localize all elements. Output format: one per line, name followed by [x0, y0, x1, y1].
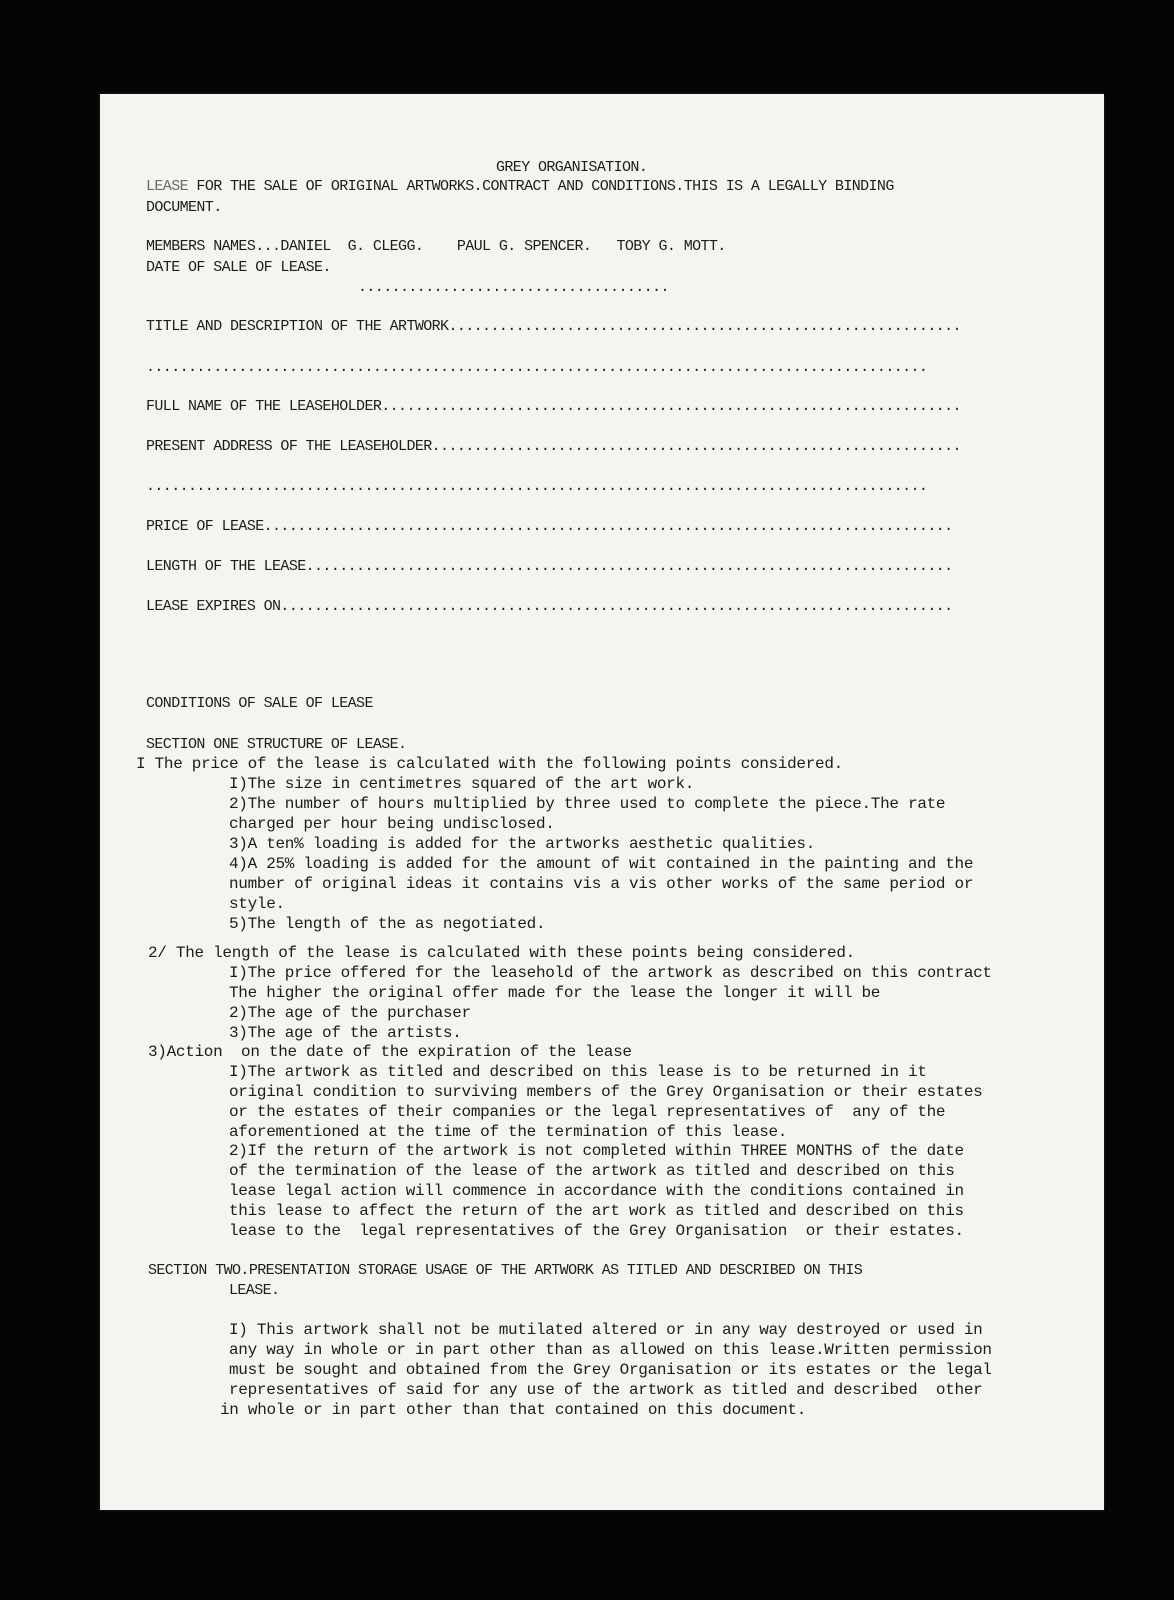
field-title-description[interactable]: TITLE AND DESCRIPTION OF THE ARTWORK.............................................................	[146, 318, 961, 335]
clause-1: I The price of the lease is calculated with the following points considered.	[136, 755, 843, 773]
field-leaseholder-name[interactable]: FULL NAME OF THE LEASEHOLDER.....................................................................	[146, 398, 961, 415]
field-price-of-lease[interactable]: PRICE OF LEASE..................................................................................	[146, 518, 953, 535]
section-two-clause-1a: I) This artwork shall not be mutilated altered or in any way destroyed or used in	[229, 1321, 983, 1339]
clause-3-2b: of the termination of the lease of the artwork as titled and described on this	[229, 1162, 955, 1180]
field-title-description-cont[interactable]: .............................................................................................	[146, 359, 928, 376]
field-length-of-lease[interactable]: LENGTH OF THE LEASE.............................................................................	[146, 558, 953, 575]
clause-2-1b: The higher the original offer made for the lease the longer it will be	[229, 984, 881, 1002]
clause-2-2: 2)The age of the purchaser	[229, 1004, 471, 1022]
section-two-clause-1c: must be sought and obtained from the Grey Organisation or its estates or the legal	[229, 1361, 992, 1379]
clause-2-3: 3)The age of the artists.	[229, 1024, 462, 1042]
section-one-heading: SECTION ONE STRUCTURE OF LEASE.	[146, 736, 407, 753]
section-two-heading-b: LEASE.	[229, 1282, 280, 1299]
members-names: MEMBERS NAMES...DANIEL G. CLEGG. PAUL G. SPENCER. TOBY G. MOTT.	[146, 238, 726, 255]
clause-3-2d: this lease to affect the return of the art work as titled and described on this	[229, 1202, 964, 1220]
clause-3-2c: lease legal action will commence in accordance with the conditions contained in	[229, 1182, 964, 1200]
clause-1-5: 5)The length of the as negotiated.	[229, 915, 546, 933]
intro-lease-word: LEASE	[146, 178, 189, 195]
clause-1-2b: charged per hour being undisclosed.	[229, 815, 555, 833]
clause-3-2e: lease to the legal representatives of the Grey Organisation or their estates.	[229, 1222, 964, 1240]
field-leaseholder-address[interactable]: PRESENT ADDRESS OF THE LEASEHOLDER...............................................................	[146, 438, 961, 455]
conditions-heading: CONDITIONS OF SALE OF LEASE	[146, 695, 373, 712]
document-title: GREY ORGANISATION.	[496, 159, 648, 176]
section-two-heading-a: SECTION TWO.PRESENTATION STORAGE USAGE OF THE ARTWORK AS TITLED AND DESCRIBED ON THIS	[148, 1262, 863, 1279]
date-of-sale-dots[interactable]: .....................................	[358, 279, 669, 296]
section-two-clause-1e: in whole or in part other than that contained on this document.	[220, 1401, 806, 1419]
clause-1-2a: 2)The number of hours multiplied by three used to complete the piece.The rate	[229, 795, 946, 813]
section-two-clause-1b: any way in whole or in part other than as allowed on this lease.Written permission	[229, 1341, 992, 1359]
clause-1-1: I)The size in centimetres squared of the art work.	[229, 775, 695, 793]
field-leaseholder-address-cont[interactable]: .............................................................................................	[146, 478, 928, 495]
intro-line-1-rest: FOR THE SALE OF ORIGINAL ARTWORKS.CONTRACT AND CONDITIONS.THIS IS A LEGALLY BINDING	[188, 178, 894, 195]
date-of-sale-label: DATE OF SALE OF LEASE.	[146, 259, 331, 276]
clause-3-1b: original condition to surviving members of the Grey Organisation or their estates	[229, 1083, 983, 1101]
clause-1-4c: style.	[229, 895, 285, 913]
clause-3-1a: I)The artwork as titled and described on this lease is to be returned in it	[229, 1063, 927, 1081]
intro-line-2: DOCUMENT.	[146, 199, 222, 216]
clause-1-4b: number of original ideas it contains vis a vis other works of the same period or	[229, 875, 974, 893]
clause-2-1a: I)The price offered for the leasehold of the artwork as described on this contract	[229, 964, 992, 982]
clause-1-3: 3)A ten% loading is added for the artworks aesthetic qualities.	[229, 835, 815, 853]
section-two-clause-1d: representatives of said for any use of the artwork as titled and described other	[229, 1381, 983, 1399]
clause-2: 2/ The length of the lease is calculated with these points being considered.	[148, 944, 855, 962]
clause-3-2a: 2)If the return of the artwork is not completed within THREE MONTHS of the date	[229, 1142, 964, 1160]
clause-1-4a: 4)A 25% loading is added for the amount of wit contained in the painting and the	[229, 855, 974, 873]
field-lease-expires[interactable]: LEASE EXPIRES ON................................................................................	[146, 598, 953, 615]
lease-document-page	[100, 94, 1104, 1510]
clause-3: 3)Action on the date of the expiration of the lease	[148, 1043, 632, 1061]
intro-line-1	[146, 177, 894, 197]
clause-3-1d: aforementioned at the time of the termination of this lease.	[229, 1123, 788, 1141]
clause-3-1c: or the estates of their companies or the legal representatives of any of the	[229, 1103, 946, 1121]
